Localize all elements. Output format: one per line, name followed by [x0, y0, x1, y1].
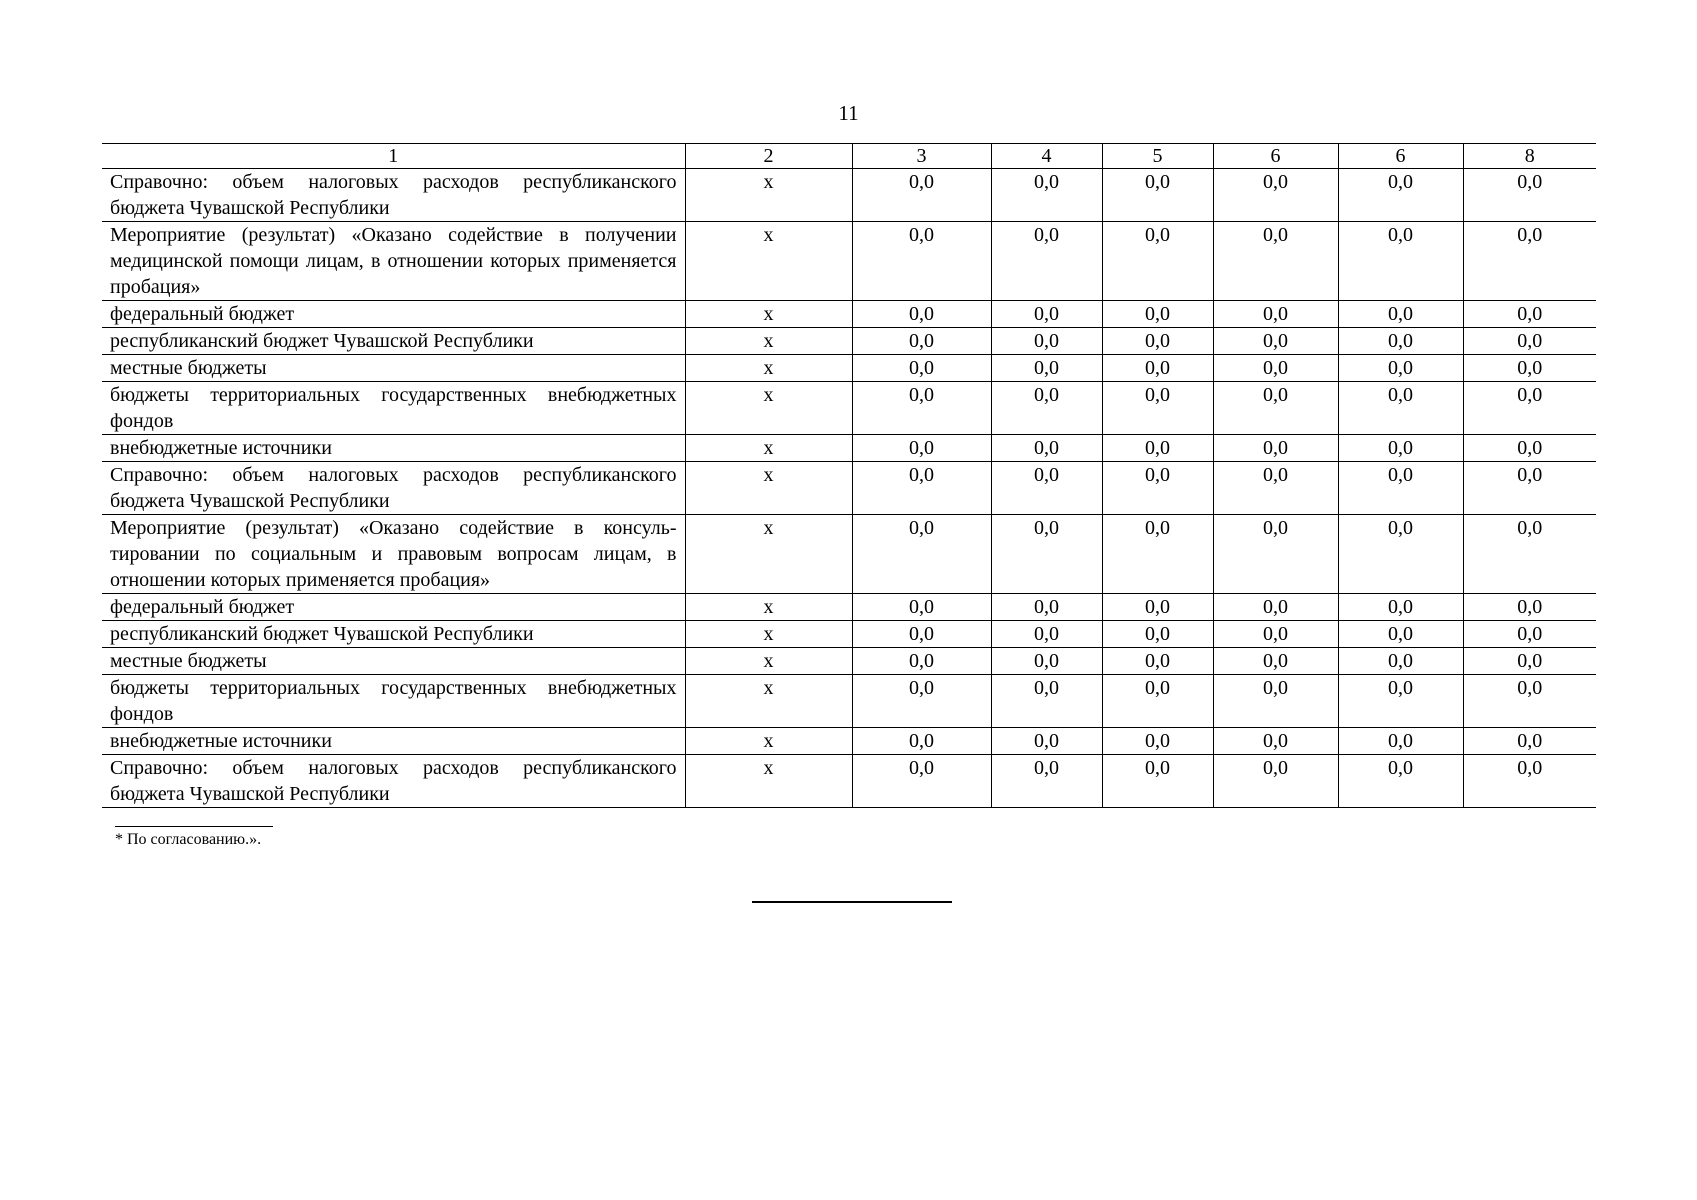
value-cell: 0,0 — [991, 382, 1102, 435]
value-cell: 0,0 — [991, 621, 1102, 648]
value-cell: 0,0 — [1463, 515, 1596, 594]
row-label: республиканский бюджет Чувашской Республики — [102, 328, 685, 355]
table-row — [102, 435, 1596, 462]
value-cell: 0,0 — [1213, 515, 1338, 594]
table-row — [102, 222, 1596, 301]
column-header: 6 — [1338, 144, 1463, 169]
table-row — [102, 301, 1596, 328]
value-cell: 0,0 — [1338, 301, 1463, 328]
value-cell: 0,0 — [1463, 594, 1596, 621]
value-cell: 0,0 — [1102, 355, 1213, 382]
value-cell: 0,0 — [852, 382, 991, 435]
column-header: 6 — [1213, 144, 1338, 169]
table-row — [102, 355, 1596, 382]
value-cell: 0,0 — [991, 648, 1102, 675]
value-cell: 0,0 — [1102, 301, 1213, 328]
end-of-document-rule — [752, 901, 952, 903]
row-mark: x — [685, 515, 852, 594]
value-cell: 0,0 — [1102, 621, 1213, 648]
value-cell: 0,0 — [1213, 728, 1338, 755]
value-cell: 0,0 — [991, 435, 1102, 462]
value-cell: 0,0 — [991, 169, 1102, 222]
value-cell: 0,0 — [852, 355, 991, 382]
value-cell: 0,0 — [1213, 755, 1338, 808]
table-row — [102, 462, 1596, 515]
value-cell: 0,0 — [1102, 328, 1213, 355]
value-cell: 0,0 — [1338, 594, 1463, 621]
value-cell: 0,0 — [1463, 755, 1596, 808]
column-header: 4 — [991, 144, 1102, 169]
value-cell: 0,0 — [1102, 675, 1213, 728]
row-label: местные бюджеты — [102, 648, 685, 675]
value-cell: 0,0 — [1102, 222, 1213, 301]
row-mark: x — [685, 382, 852, 435]
table-row — [102, 675, 1596, 728]
row-label: Мероприятие (результат) «Оказано содействие в консультировании по социальным и правовым вопросам лицам, в отношении которых применяется пробация» — [102, 515, 685, 594]
value-cell: 0,0 — [1213, 648, 1338, 675]
value-cell: 0,0 — [1213, 222, 1338, 301]
value-cell: 0,0 — [1102, 462, 1213, 515]
row-mark: x — [685, 621, 852, 648]
value-cell: 0,0 — [1102, 648, 1213, 675]
value-cell: 0,0 — [991, 222, 1102, 301]
column-header: 3 — [852, 144, 991, 169]
value-cell: 0,0 — [1338, 328, 1463, 355]
table-row — [102, 594, 1596, 621]
column-header: 2 — [685, 144, 852, 169]
table-row — [102, 755, 1596, 808]
row-label: федеральный бюджет — [102, 301, 685, 328]
table-row — [102, 515, 1596, 594]
value-cell: 0,0 — [991, 355, 1102, 382]
table-row — [102, 728, 1596, 755]
value-cell: 0,0 — [991, 328, 1102, 355]
row-label: федеральный бюджет — [102, 594, 685, 621]
value-cell: 0,0 — [1338, 515, 1463, 594]
value-cell: 0,0 — [991, 675, 1102, 728]
value-cell: 0,0 — [1102, 435, 1213, 462]
row-mark: x — [685, 435, 852, 462]
value-cell: 0,0 — [1463, 169, 1596, 222]
value-cell: 0,0 — [1463, 728, 1596, 755]
value-cell: 0,0 — [1338, 621, 1463, 648]
value-cell: 0,0 — [991, 728, 1102, 755]
row-label: бюджеты территориальных государственных внебюджетных фондов — [102, 675, 685, 728]
value-cell: 0,0 — [1463, 328, 1596, 355]
value-cell: 0,0 — [1338, 675, 1463, 728]
value-cell: 0,0 — [1102, 169, 1213, 222]
value-cell: 0,0 — [852, 462, 991, 515]
value-cell: 0,0 — [1213, 621, 1338, 648]
value-cell: 0,0 — [991, 301, 1102, 328]
row-label: местные бюджеты — [102, 355, 685, 382]
row-label: бюджеты территориальных государственных внебюджетных фондов — [102, 382, 685, 435]
value-cell: 0,0 — [852, 728, 991, 755]
column-header: 8 — [1463, 144, 1596, 169]
value-cell: 0,0 — [991, 755, 1102, 808]
value-cell: 0,0 — [1463, 435, 1596, 462]
value-cell: 0,0 — [852, 435, 991, 462]
value-cell: 0,0 — [1338, 355, 1463, 382]
value-cell: 0,0 — [852, 328, 991, 355]
value-cell: 0,0 — [852, 675, 991, 728]
value-cell: 0,0 — [1338, 222, 1463, 301]
row-label: Справочно: объем налоговых расходов республиканского бюджета Чувашской Республики — [102, 755, 685, 808]
value-cell: 0,0 — [852, 621, 991, 648]
table-body — [102, 169, 1596, 808]
row-mark: x — [685, 301, 852, 328]
value-cell: 0,0 — [1102, 515, 1213, 594]
row-mark: x — [685, 355, 852, 382]
row-mark: x — [685, 728, 852, 755]
value-cell: 0,0 — [852, 515, 991, 594]
footnote-separator — [115, 826, 273, 827]
row-label: внебюджетные источники — [102, 728, 685, 755]
row-label: внебюджетные источники — [102, 435, 685, 462]
value-cell: 0,0 — [1102, 728, 1213, 755]
row-label: Справочно: объем налоговых расходов республиканского бюджета Чувашской Республики — [102, 169, 685, 222]
value-cell: 0,0 — [1463, 222, 1596, 301]
value-cell: 0,0 — [1463, 301, 1596, 328]
column-header: 5 — [1102, 144, 1213, 169]
value-cell: 0,0 — [1463, 382, 1596, 435]
value-cell: 0,0 — [1338, 382, 1463, 435]
table-row — [102, 382, 1596, 435]
value-cell: 0,0 — [1213, 301, 1338, 328]
value-cell: 0,0 — [1463, 675, 1596, 728]
value-cell: 0,0 — [1463, 355, 1596, 382]
value-cell: 0,0 — [1213, 382, 1338, 435]
table-row — [102, 169, 1596, 222]
row-mark: x — [685, 594, 852, 621]
value-cell: 0,0 — [1338, 755, 1463, 808]
value-cell: 0,0 — [1213, 355, 1338, 382]
value-cell: 0,0 — [852, 169, 991, 222]
value-cell: 0,0 — [1102, 382, 1213, 435]
value-cell: 0,0 — [1213, 169, 1338, 222]
column-header: 1 — [102, 144, 685, 169]
value-cell: 0,0 — [852, 648, 991, 675]
row-mark: x — [685, 169, 852, 222]
table-row — [102, 621, 1596, 648]
row-mark: x — [685, 675, 852, 728]
row-label: Мероприятие (результат) «Оказано содействие в получении медицинской помощи лицам, в отношении которых применяется пробация» — [102, 222, 685, 301]
value-cell: 0,0 — [1102, 594, 1213, 621]
value-cell: 0,0 — [1213, 435, 1338, 462]
row-mark: x — [685, 648, 852, 675]
value-cell: 0,0 — [1213, 594, 1338, 621]
budget-table — [102, 143, 1596, 808]
value-cell: 0,0 — [852, 594, 991, 621]
row-label: Справочно: объем налоговых расходов республиканского бюджета Чувашской Республики — [102, 462, 685, 515]
row-label: республиканский бюджет Чувашской Республики — [102, 621, 685, 648]
value-cell: 0,0 — [991, 462, 1102, 515]
row-mark: x — [685, 755, 852, 808]
value-cell: 0,0 — [991, 515, 1102, 594]
row-mark: x — [685, 462, 852, 515]
value-cell: 0,0 — [852, 301, 991, 328]
value-cell: 0,0 — [852, 755, 991, 808]
value-cell: 0,0 — [1338, 462, 1463, 515]
value-cell: 0,0 — [1213, 462, 1338, 515]
value-cell: 0,0 — [1463, 648, 1596, 675]
value-cell: 0,0 — [1338, 648, 1463, 675]
table-row — [102, 648, 1596, 675]
value-cell: 0,0 — [1213, 328, 1338, 355]
value-cell: 0,0 — [991, 594, 1102, 621]
value-cell: 0,0 — [1463, 621, 1596, 648]
value-cell: 0,0 — [1213, 675, 1338, 728]
value-cell: 0,0 — [1102, 755, 1213, 808]
table-header-row — [102, 144, 1596, 169]
value-cell: 0,0 — [1463, 462, 1596, 515]
page-number: 11 — [838, 101, 859, 125]
value-cell: 0,0 — [852, 222, 991, 301]
value-cell: 0,0 — [1338, 435, 1463, 462]
footnote: * По согласованию.». — [115, 831, 262, 848]
row-mark: x — [685, 222, 852, 301]
table-row — [102, 328, 1596, 355]
row-mark: x — [685, 328, 852, 355]
value-cell: 0,0 — [1338, 728, 1463, 755]
value-cell: 0,0 — [1338, 169, 1463, 222]
